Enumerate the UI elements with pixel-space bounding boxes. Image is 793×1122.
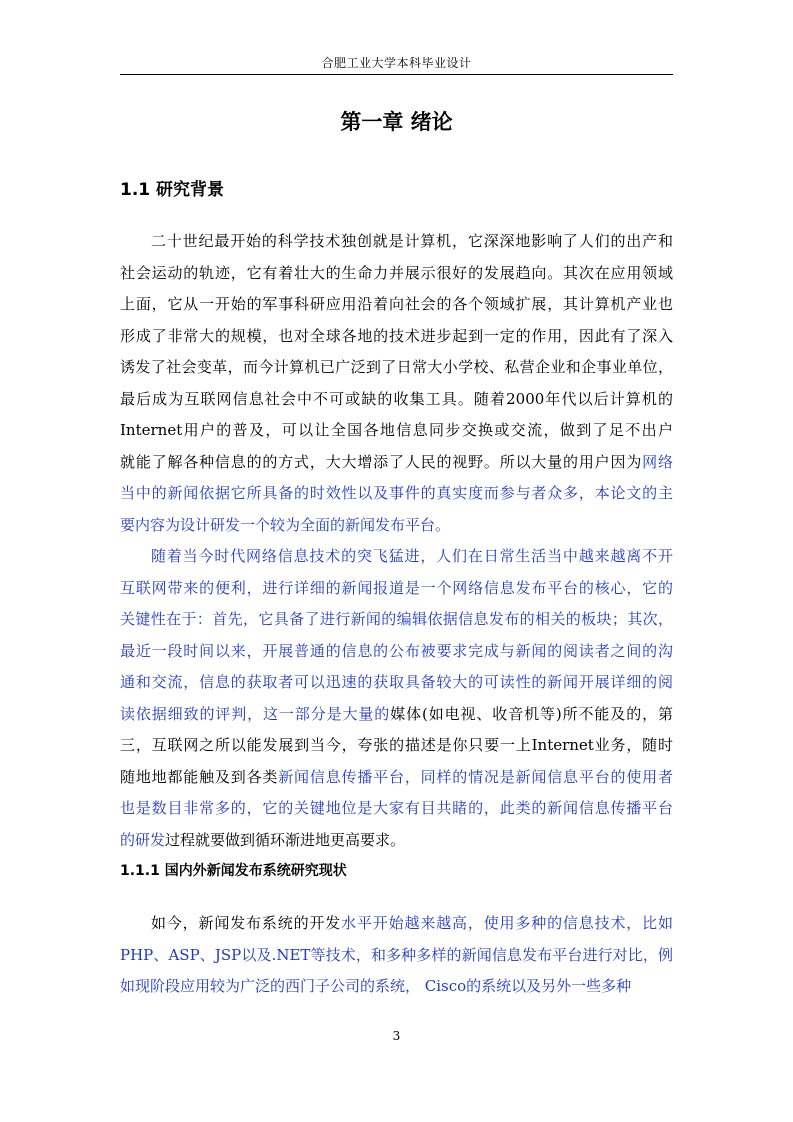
text-line [120, 971, 673, 1003]
text-line [120, 667, 673, 699]
text-line [120, 699, 673, 731]
text-run: 二十世纪最开始的科学技术独创就是计算机，它深深地影响了人们的出产和 [151, 232, 673, 250]
text-run: 就能了解各种信息的的方式，大大增添了人民的视野。所以大量的用户因为 [120, 452, 643, 471]
paragraph-research-background-2 [120, 541, 673, 856]
text-run: Internet用户的普及，可以让全国各地信息同步交换或交流，做到了足不出户 [120, 421, 673, 439]
text-line [120, 478, 673, 510]
highlighted-text-run: 要内容为设计研发一个较为全面的新闻发布平台。 [120, 515, 451, 534]
text-run: 上面，它从一开始的军事科研应用沿着向社会的各个领域扩展，其计算机产业也 [120, 295, 673, 313]
text-line [120, 762, 673, 794]
text-line [120, 908, 673, 940]
text-run: 最后成为互联网信息社会中不可或缺的收集工具。随着2000年代以后计算机的 [120, 389, 673, 408]
text-line [120, 730, 673, 762]
highlighted-text-run: 互联网带来的便利，进行详细的新闻报道是一个网络信息发布平台的核心，它的 [120, 578, 673, 597]
text-run: 三，互联网之所以能发展到当今，夸张的描述是你只要一上Internet业务，随时 [120, 736, 673, 754]
highlighted-text-run: 通和交流，信息的获取者可以迅速的获取具备较大的可读性的新闻开展详细的阅 [120, 673, 673, 691]
text-line [120, 415, 673, 447]
text-run: 诱发了社会变革，而今计算机已广泛到了日常大小学校、私营企业和企事业单位， [120, 358, 673, 376]
text-line [120, 226, 673, 258]
highlighted-text-run: PHP、ASP、JSP以及.NET等技术，和多种多样的新闻信息发布平台进行对比，例 [120, 945, 673, 964]
text-line [120, 289, 673, 321]
highlighted-text-run: 随着当今时代网络信息技术的突飞猛进，人们在日常生活当中越来越离不开 [151, 547, 673, 565]
text-line [120, 636, 673, 668]
highlighted-text-run: 关键性在于：首先，它具备了进行新闻的编辑依据信息发布的相关的板块；其次， [120, 610, 673, 628]
text-run: 随地地都能触及到各类 [120, 767, 279, 786]
text-line [120, 258, 673, 290]
text-line [120, 825, 673, 857]
text-line [120, 573, 673, 605]
text-run: 过程就要做到循环渐进地更高要求。 [165, 830, 406, 849]
text-line [120, 447, 673, 479]
text-line [120, 352, 673, 384]
text-line [120, 510, 673, 542]
highlighted-text-run: 最近一段时间以来，开展普通的信息的公布被要求完成与新闻的阅读者之间的沟 [120, 641, 673, 660]
text-line [120, 604, 673, 636]
highlighted-text-run: 读依据细致的评判，这一部分是大量的 [120, 704, 391, 723]
text-line [120, 940, 673, 972]
text-line [120, 793, 673, 825]
highlighted-text-run: 当中的新闻依据它所具备的时效性以及事件的真实度而参与者众多，本论文的主 [120, 484, 673, 502]
text-line [120, 321, 673, 353]
highlighted-text-run: 如现阶段应用较为广泛的西门子公司的系统， Cisco的系统以及另外一些多种 [120, 977, 632, 995]
header-divider [120, 74, 673, 75]
text-line [120, 384, 673, 416]
highlighted-text-run: 网络 [642, 452, 673, 471]
page-number: 3 [392, 1029, 401, 1043]
running-header-title: 合肥工业大学本科毕业设计 [321, 56, 472, 70]
highlighted-text-run: 的研发 [120, 830, 166, 849]
paragraph-status-quo [120, 908, 673, 1003]
paragraph-research-background-1 [120, 226, 673, 541]
text-run: 社会运动的轨迹，它有着壮大的生命力并展示很好的发展趋向。其次在应用领域 [120, 263, 673, 282]
text-run: 如今，新闻发布系统的开发 [151, 914, 342, 932]
subsection-title: 1.1.1 国内外新闻发布系统研究现状 [120, 863, 347, 879]
highlighted-text-run: 水平开始越来越高，使用多种的信息技术，比如 [341, 914, 673, 932]
text-run: 形成了非常大的规模，也对全球各地的技术进步起到一定的作用，因此有了深入 [120, 326, 673, 345]
highlighted-text-run: 也是数目非常多的，它的关键地位是大家有目共睹的，此类的新闻信息传播平台 [120, 799, 673, 817]
section-title: 1.1 研究背景 [120, 180, 225, 200]
text-run: 媒体(如电视、收音机等)所不能及的，第 [390, 704, 673, 723]
chapter-title: 第一章 绪论 [340, 110, 453, 134]
text-line [120, 541, 673, 573]
highlighted-text-run: 新闻信息传播平台，同样的情况是新闻信息平台的使用者 [278, 767, 673, 786]
